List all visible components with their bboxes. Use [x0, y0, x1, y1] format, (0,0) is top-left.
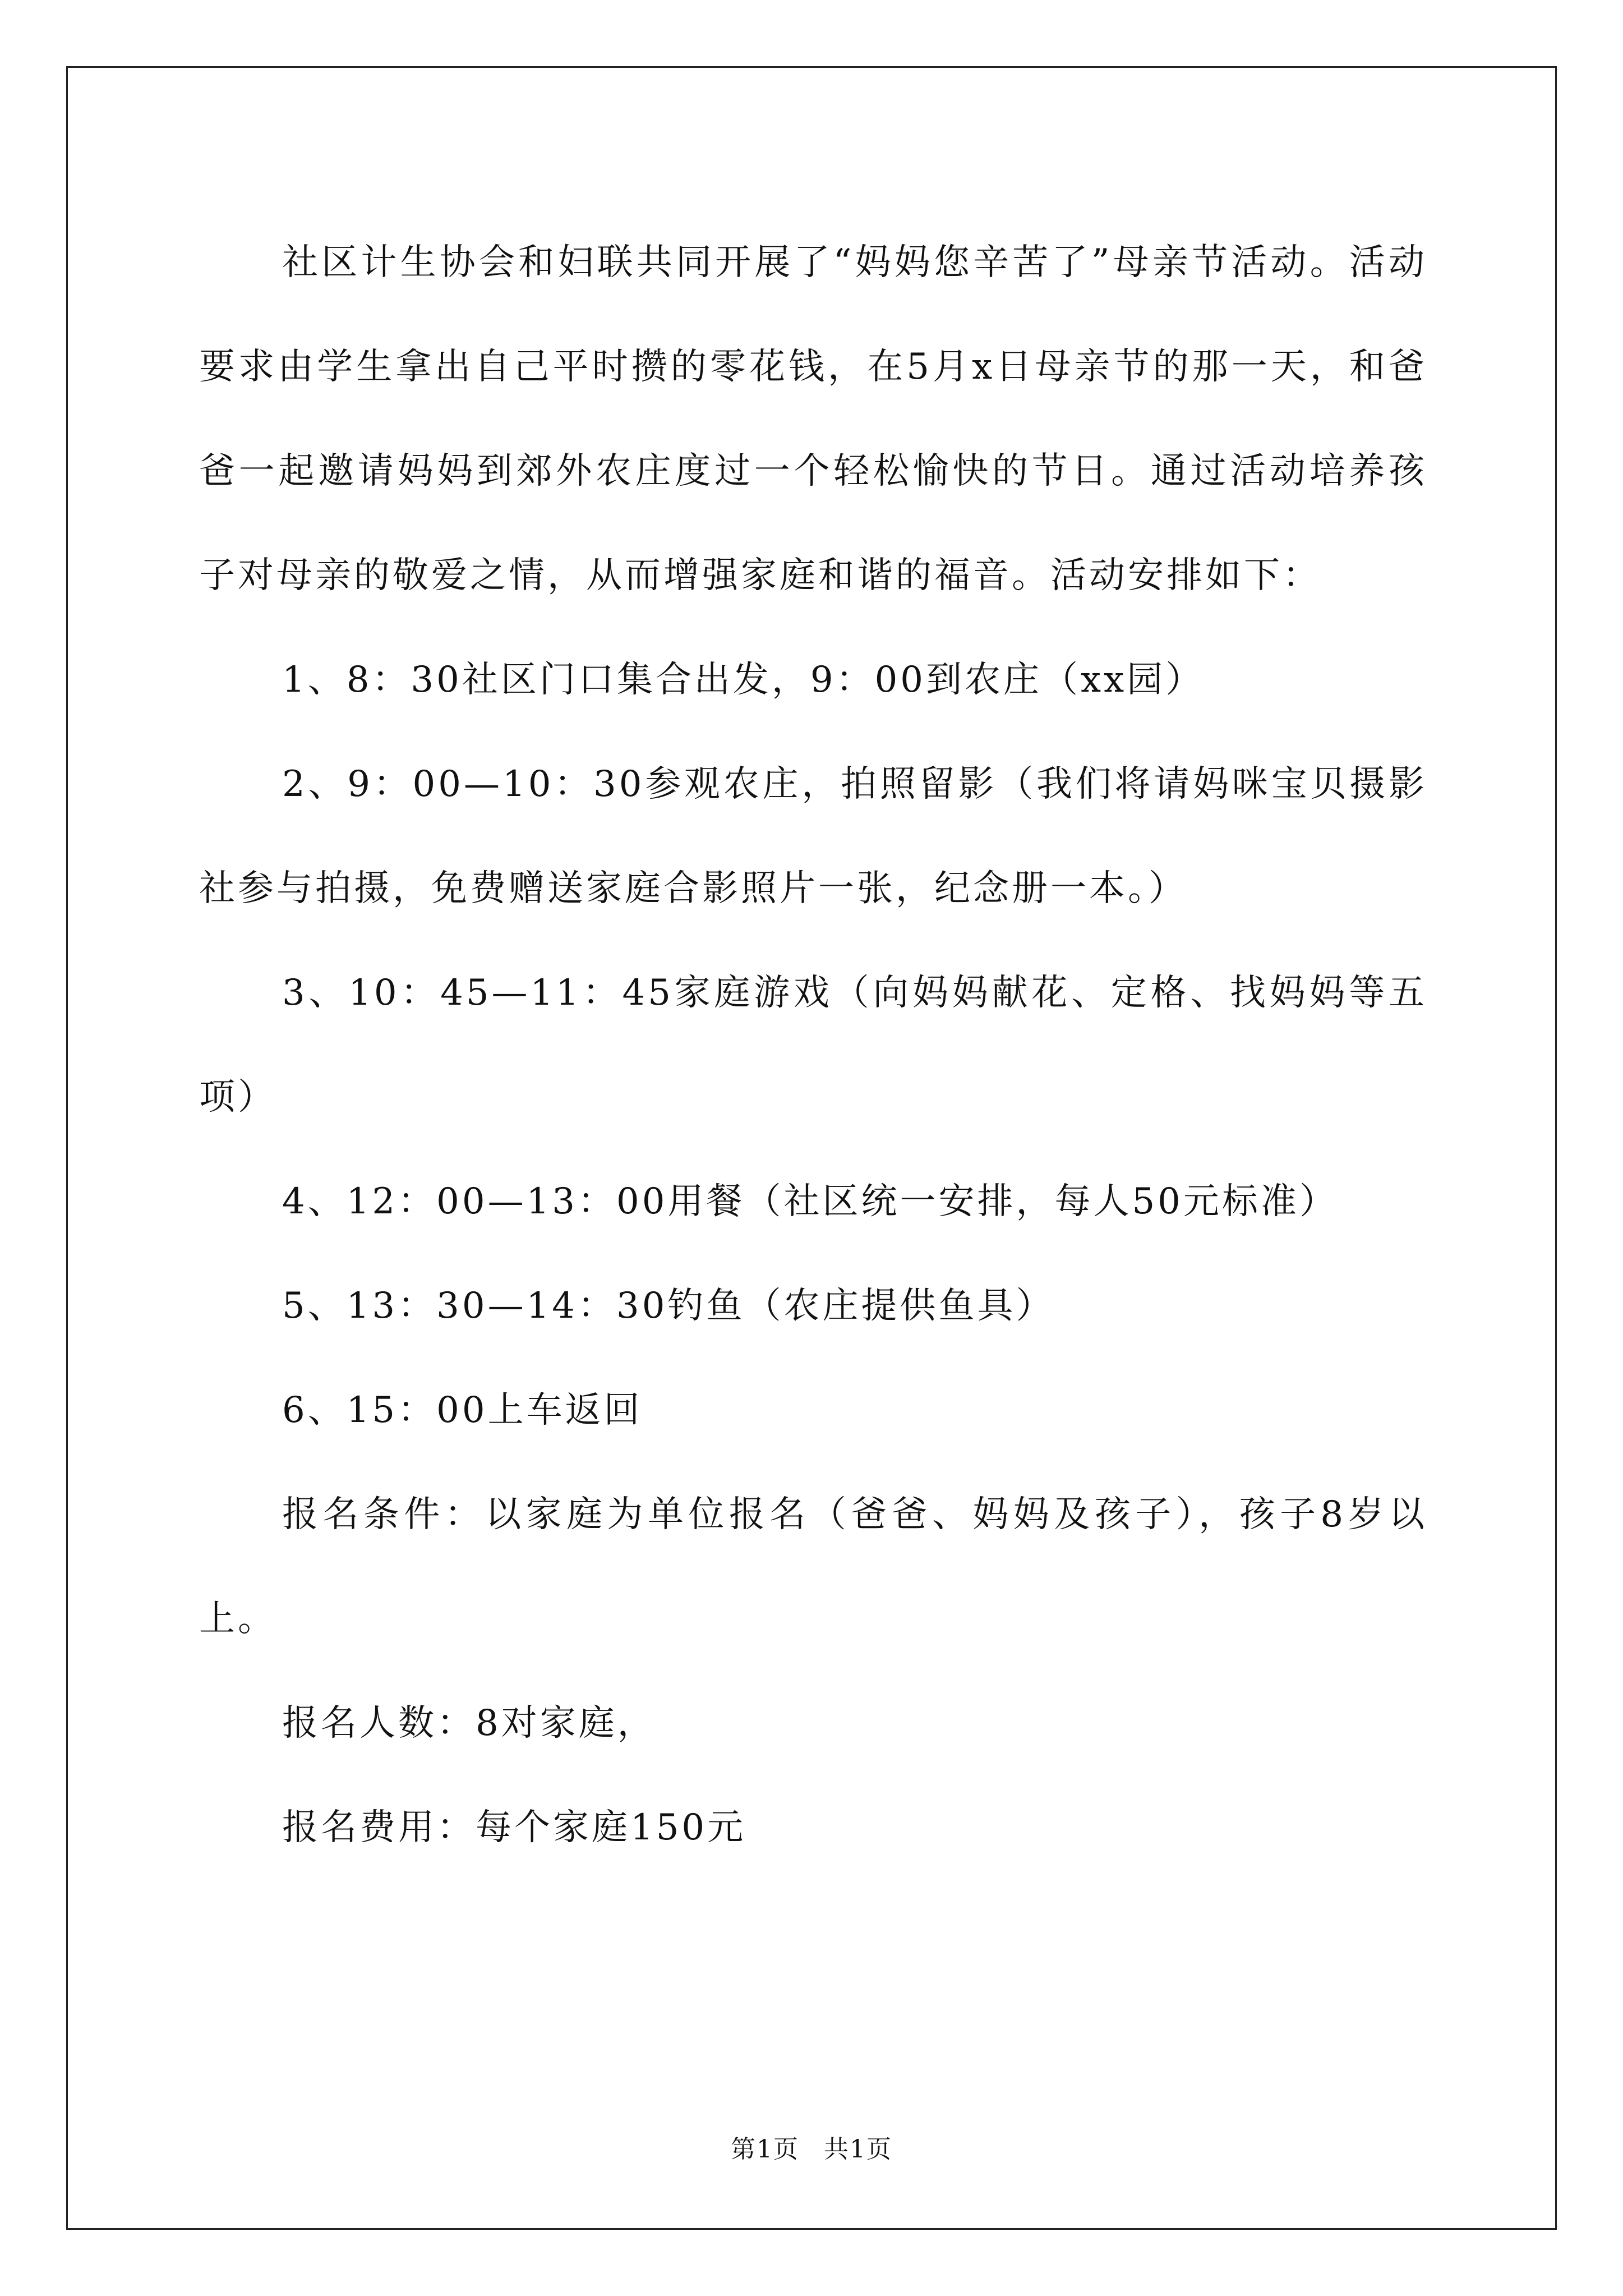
paragraph-intro: 社区计生协会和妇联共同开展了“妈妈您辛苦了”母亲节活动。活动要求由学生拿出自己平时攒的零花钱，在5月x日母亲节的那一天，和爸爸一起邀请妈妈到郊外农庄度过一个轻松愉快的节日。通过活动培养孩子对母亲的敬爱之情，从而增强家庭和谐的福音。活动安排如下：	[199, 242, 1427, 596]
schedule-item-6: 6、15：00上车返回	[282, 1389, 643, 1431]
registration-count: 报名人数：8对家庭，	[282, 1703, 656, 1744]
registration-fee: 报名费用：每个家庭150元	[282, 1807, 746, 1848]
schedule-item-1: 1、8：30社区门口集合出发，9：00到农庄（xx园）	[282, 659, 1205, 701]
document-body	[199, 210, 1427, 1880]
schedule-item-4: 4、12：00—13：00用餐（社区统一安排，每人50元标准）	[282, 1181, 1338, 1222]
registration-conditions: 报名条件：以家庭为单位报名（爸爸、妈妈及孩子），孩子8岁以上。	[199, 1494, 1427, 1640]
schedule-item-3: 3、10：45—11：45家庭游戏（向妈妈献花、定格、找妈妈等五项）	[199, 972, 1427, 1118]
page-footer	[0, 2129, 1623, 2165]
page-number: 第1页	[731, 2135, 799, 2164]
page-total: 共1页	[824, 2135, 892, 2164]
schedule-item-5: 5、13：30—14：30钓鱼（农庄提供鱼具）	[282, 1285, 1055, 1327]
schedule-item-2: 2、9：00—10：30参观农庄，拍照留影（我们将请妈咪宝贝摄影社参与拍摄，免费赠送家庭合影照片一张，纪念册一本。）	[199, 763, 1427, 909]
